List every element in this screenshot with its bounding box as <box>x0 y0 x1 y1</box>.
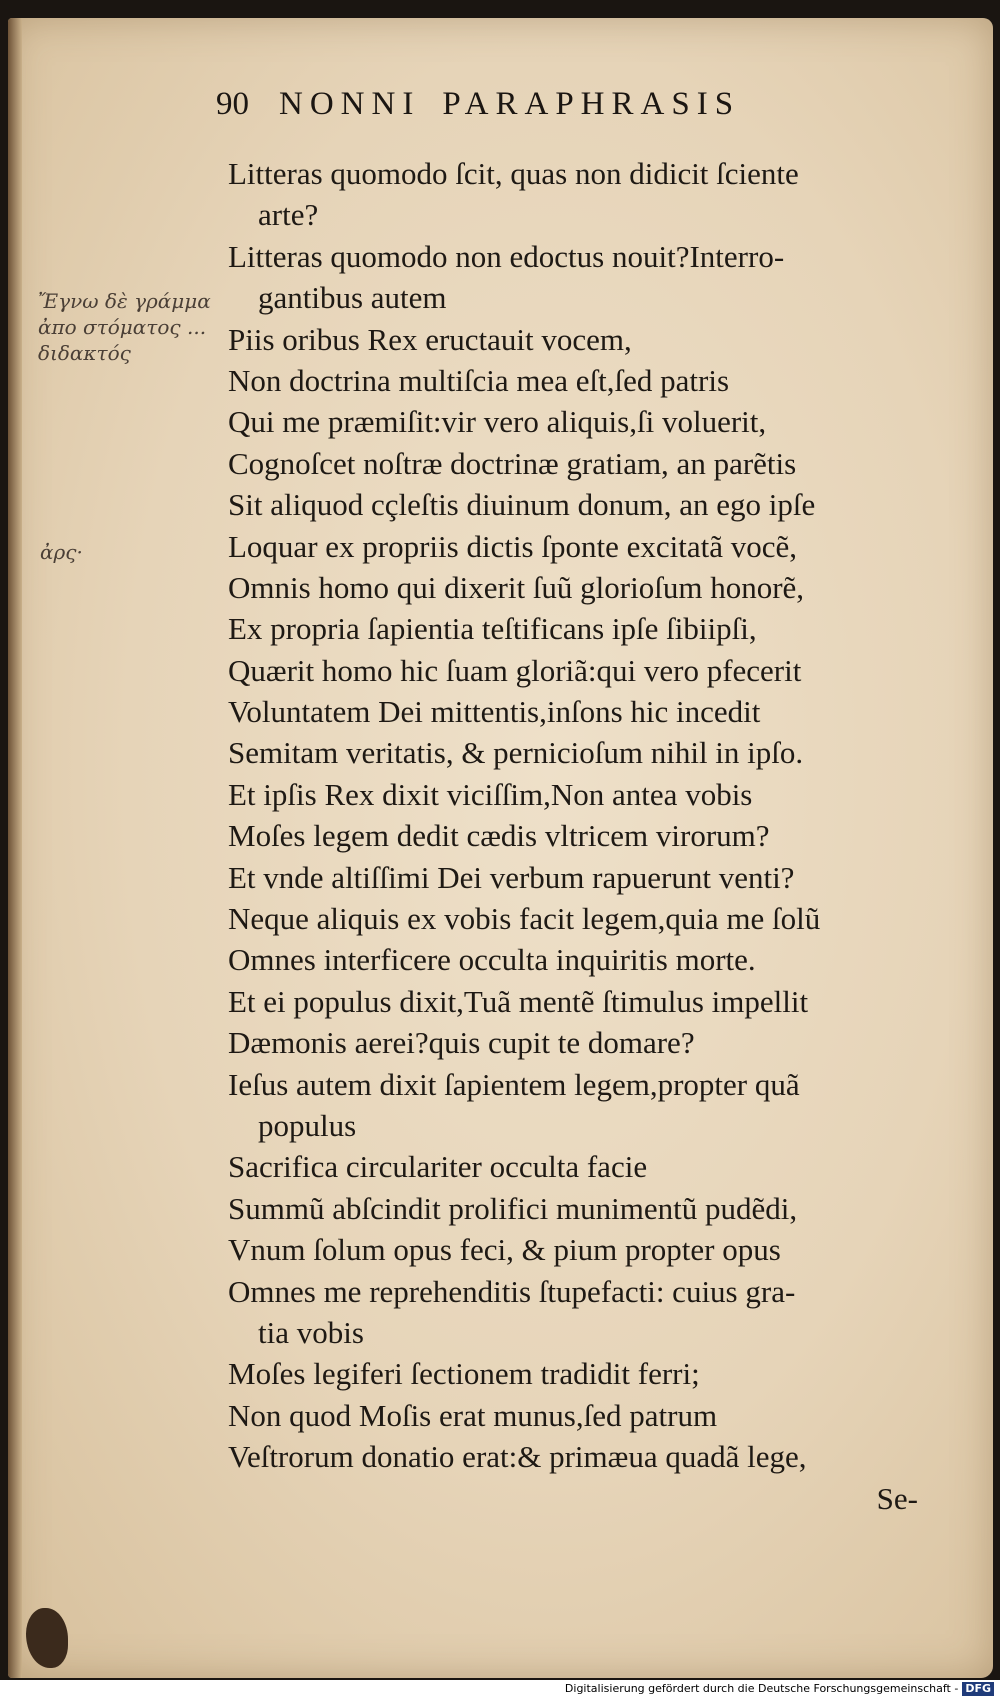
text-line: Et ei populus dixit,Tuã mentẽ ſtimulus impellit <box>228 983 809 1019</box>
margin-note-line: διδακτός <box>38 341 131 365</box>
text-line: Ex propria ſapientia teſtificans ipſe ſibiipſi, <box>228 611 757 647</box>
text-line: Moſes legiferi ſectionem tradidit ferri; <box>228 1356 700 1392</box>
text-line: Omnes me reprehenditis ſtupefacti: cuius gra- <box>228 1273 796 1309</box>
text-line: Summũ abſcindit prolifici munimentũ pudẽdi, <box>228 1190 798 1226</box>
text-line: populus <box>258 1107 357 1143</box>
text-line: Veſtrorum donatio erat:& primæua quadã lege, <box>228 1439 807 1475</box>
margin-annotation <box>38 288 211 366</box>
text-line: Moſes legem dedit cædis vltricem virorum? <box>228 818 770 854</box>
text-line: Neque aliquis ex vobis facit legem,quia me ſolũ <box>228 901 821 937</box>
text-line: Quærit homo hic ſuam gloriã:qui vero pfecerit <box>228 652 802 688</box>
header-title-author: NONNI <box>279 86 421 122</box>
text-line: Cognoſcet noſtræ doctrinæ gratiam, an parẽtis <box>228 445 797 481</box>
catchword: Se- <box>876 1480 918 1516</box>
digitization-footer <box>0 1680 1000 1698</box>
margin-note-second: ἀρς· <box>40 540 83 564</box>
dfg-logo: DFG <box>962 1682 994 1696</box>
text-line: Voluntatem Dei mittentis,inſons hic incedit <box>228 694 761 730</box>
margin-note-line: ἀπο στόματος ... <box>38 315 207 339</box>
text-line: gantibus autem <box>258 280 447 316</box>
text-line: Vnum ſolum opus feci, & pium propter opus <box>228 1232 781 1268</box>
footer-text: Digitalisierung gefördert durch die Deutsche Forschungsgemeinschaft - <box>564 1682 959 1695</box>
header-title-work: PARAPHRASIS <box>442 86 741 122</box>
page-stain <box>26 1608 68 1668</box>
text-line: Non doctrina multiſcia mea eſt,ſed patris <box>228 362 730 398</box>
text-line: Omnes interficere occulta inquiritis morte. <box>228 942 756 978</box>
text-line: arte? <box>258 197 319 233</box>
text-line: Ieſus autem dixit ſapientem legem,propter quã <box>228 1066 800 1102</box>
text-line: Piis oribus Rex eructauit vocem, <box>228 321 632 357</box>
text-line: Loquar ex propriis dictis ſponte excitatã vocẽ, <box>228 528 798 564</box>
text-line: Non quod Moſis erat munus,ſed patrum <box>228 1397 718 1433</box>
text-line: Litteras quomodo non edoctus nouit?Interro- <box>228 238 785 274</box>
margin-note-line: Ἔγνω δὲ γράμμα <box>38 289 211 313</box>
text-line: Omnis homo qui dixerit ſuũ glorioſum honorẽ, <box>228 569 805 605</box>
text-line: Et vnde altiſſimi Dei verbum rapuerunt venti? <box>228 859 795 895</box>
text-line: Et ipſis Rex dixit viciſſim,Non antea vobis <box>228 776 753 812</box>
running-header <box>216 86 866 136</box>
page-number: 90 <box>216 86 249 122</box>
text-line: tia vobis <box>258 1314 364 1350</box>
text-line: Qui me præmiſit:vir vero aliquis,ſi voluerit, <box>228 404 767 440</box>
book-page <box>8 18 993 1678</box>
main-text-block <box>228 153 968 1519</box>
page-gutter <box>8 18 22 1678</box>
text-line: Litteras quomodo ſcit, quas non didicit ſciente <box>228 156 799 191</box>
text-line: Dæmonis aerei?quis cupit te domare? <box>228 1025 695 1061</box>
text-line: Semitam veritatis, & pernicioſum nihil in ipſo. <box>228 735 804 771</box>
text-line: Sit aliquod cçleſtis diuinum donum, an ego ipſe <box>228 487 816 523</box>
text-line: Sacrifica circulariter occulta facie <box>228 1149 648 1185</box>
